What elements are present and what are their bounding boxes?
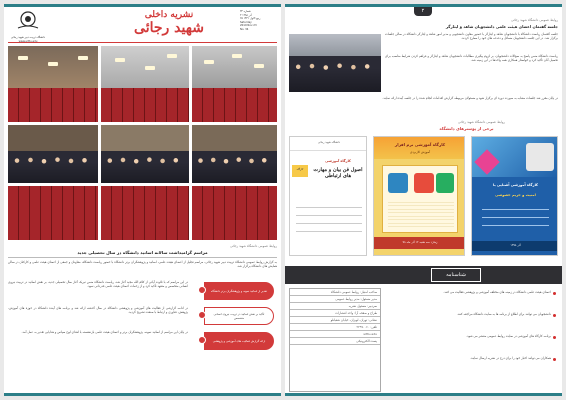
poster-3-footer: آذر ۱۳۹۸ (510, 243, 521, 247)
issue-weekday: Saturday (240, 20, 252, 24)
issue-date-lunar: ۲۵ ربیع الاول ۱۴۴۱ (240, 17, 261, 21)
credits-row-email: پست الکترونیکی (290, 338, 380, 345)
callout-text-1: تقدیر از اساتید نمونه و پژوهشگران برتر دانشگاه (210, 288, 268, 293)
workshop-poster-speech (289, 136, 367, 256)
article-paragraph-2: در این مراسم که با تلاوت آیاتی از کلام الله مجید آغاز شد، ریاست دانشگاه ضمن تبریک آغاز سال تحصیلی جدید، بر نقش اساتید در تربیت نیروی انسانی متخصص و متعهد تأکید کرد و از زحمات اعضای هیئت علمی قدردانی نمود. (8, 280, 188, 289)
credits-row-publisher: صاحب امتیاز: روابط عمومی دانشگاه (290, 289, 380, 296)
credits-row-editor: سردبیر: مسئول نشریه (290, 303, 380, 310)
issue-date-solar: ۳ آذر ۱۳۹۸ (240, 13, 252, 17)
article-kicker: روابط عمومی دانشگاه شهید رجائی (230, 244, 277, 248)
poster-3-subtitle: امنیت و حریم خصوصی (495, 193, 536, 197)
article-headline: مراسم گرامیداشت سالانه اساتید دانشگاه در سال تحصیلی جدید (77, 250, 208, 255)
poster-1-header: دانشگاه شهید رجائی (317, 141, 341, 144)
photo-hall-lights-3 (192, 46, 277, 122)
callout-dot-1 (198, 286, 206, 294)
credits-row-website: srttu.edu (290, 331, 380, 338)
callout-ribbon-2 (204, 307, 274, 325)
poster-2-title: کارگاه آموزشی نرم افزار (394, 142, 446, 147)
top-article-paragraph-1: جلسه گفتمان ریاست دانشگاه با دانشجویان شاهد و ایثارگر با حضور معاون دانشجویی و مدیر امور شاهد و ایثارگر دانشگاه در سالن جلسات برگزار شد. در این جلسه دانشجویان مسائل و دغدغه های خود را مطرح کردند. (385, 32, 558, 41)
article-paragraph-3: در ادامه گزارشی از فعالیت های آموزشی و پژوهشی دانشگاه در سال گذشته ارائه شد و برنامه های آینده دانشگاه در حوزه های آموزش، پژوهش، فناوری و ارتباط با صنعت تشریح گردید. (8, 306, 188, 315)
credits-row-designer: طراح و صفحه آرا: واحد انتشارات (290, 310, 380, 317)
credits-row-address: نشانی: تهران، لویزان، خیابان شعبانلو (290, 317, 380, 324)
university-logo (8, 10, 48, 38)
left-page (4, 4, 281, 396)
photo-seats-2 (101, 186, 189, 240)
photo-audience-3 (192, 125, 277, 183)
issue-number: شماره ۳۴ (240, 10, 251, 13)
callout-ribbon-3 (204, 332, 274, 350)
photo-seats-3 (192, 186, 277, 240)
masthead-title (114, 10, 224, 36)
note-bullet-1 (553, 292, 556, 295)
poster-1-tag: کارگاه (296, 168, 304, 171)
workshops-headline: برخی از پوسترهای دانشگاه (439, 126, 494, 131)
workshop-poster-privacy (471, 136, 558, 256)
top-article-paragraph-2: ریاست دانشگاه ضمن پاسخ به سؤالات دانشجویان، بر لزوم پیگیری مطالبات دانشجویان شاهد و ایثارگر و فراهم کردن شرایط مناسب برای تحصیل آنان تأکید کرد و خواستار همکاری همه واحدها در این زمینه شد. (385, 54, 558, 63)
photo-audience-1 (8, 125, 98, 183)
photo-hall-lights-2 (101, 46, 189, 122)
note-item-1: اعضای هیئت علمی دانشگاه در زمینه های مختلف آموزشی و پژوهشی فعالیت می کنند. (443, 290, 551, 294)
bottom-stripe (285, 393, 562, 396)
credits-row-phone: تلفن: ۲۲۹۷۰۰۶۰ (290, 324, 380, 331)
workshop-poster-software (373, 136, 465, 256)
bottom-stripe (4, 393, 281, 396)
callout-dot-3 (198, 336, 206, 344)
headline-rule (8, 257, 277, 258)
top-article-paragraph-3: در پایان مقرر شد جلسات مشابه به صورت دوره ای برگزار شود و مسئولان مربوطه گزارش اقدامات انجام شده را در جلسه آینده ارائه نمایند. (382, 96, 558, 100)
article-paragraph-4: در پایان این مراسم از اساتید نمونه، پژوهشگران برتر و اعضای هیئت علمی بازنشسته با اهدای لوح سپاس و هدایایی تقدیر به عمل آمد. (21, 330, 188, 334)
logo-caption: دانشگاه تربیت دبیر شهید رجائی (10, 36, 46, 39)
article-paragraph-1: به گزارش روابط عمومی دانشگاه تربیت دبیر شهید رجائی، مراسم تجلیل از اعضای هیئت علمی، اساتید و پژوهشگران برتر دانشگاه با حضور ریاست دانشگاه، معاونان و جمعی از اعضای هیئت علمی و کارکنان در سالن همایش های دانشگاه برگزار شد. (8, 260, 277, 269)
poster-2-footer: زمان: سه شنبه ۱۲ آذر ماه ۹۸ (402, 240, 438, 244)
note-bullet-2 (553, 314, 556, 317)
right-page (285, 4, 562, 396)
issue-meta (240, 10, 278, 32)
note-item-4: همکاران می توانند اخبار خود را برای درج در نشریه ارسال نمایند. (470, 356, 551, 360)
masthead-band (285, 266, 562, 284)
university-emblem-icon (8, 10, 48, 32)
note-item-2: دانشجویان می توانند برای اطلاع از برنامه ها به سایت دانشگاه مراجعه کنند. (456, 312, 551, 316)
photo-group-meeting (289, 34, 381, 92)
issue-number-en: No. 34 (240, 27, 249, 31)
poster-1-subtitle: اصول فن بیان و مهارت های ارتباطی (313, 167, 363, 179)
poster-1-title: کارگاه آموزشی (325, 159, 351, 163)
callout-ribbon-1 (204, 282, 274, 300)
masthead-title-line1: نشریه داخلی (144, 10, 194, 20)
masthead-title-line2: شهید رجائی (134, 20, 204, 36)
issue-date-gregorian: 2019 Nov 23 (240, 24, 257, 28)
credits-box (289, 288, 381, 392)
masthead-divider (8, 42, 277, 43)
callout-text-2: تأکید بر نقش اساتید در تربیت نیروی انسانی متخصص (213, 311, 265, 320)
photo-audience-2 (101, 125, 189, 183)
poster-3-image (526, 143, 554, 171)
callout-dot-2 (198, 311, 206, 319)
photo-hall-lights-1 (8, 46, 98, 122)
page-number-badge: ۲ (414, 7, 432, 16)
workshops-kicker: روابط عمومی دانشگاه شهید رجائی (458, 120, 505, 124)
note-bullet-4 (553, 358, 556, 361)
photo-seats-1 (8, 186, 98, 240)
poster-2-subtitle: آموزش کاربردی (409, 150, 431, 154)
masthead-banner: شناسنامه (431, 268, 481, 282)
top-article-headline: جلسه گفتمان اعضای هیئت علمی دانشجویان شاهد و ایثارگر (445, 24, 558, 29)
top-stripe (4, 4, 281, 7)
poster-3-title: کارگاه آموزشی آشنایی با (492, 183, 539, 187)
note-item-3: برنامه کارگاه های آموزشی در سایت روابط عمومی منتشر می شود. (466, 334, 551, 338)
top-article-kicker: روابط عمومی دانشگاه شهید رجائی (511, 18, 558, 22)
credits-row-director: مدیر مسئول: مدیر روابط عمومی (290, 296, 380, 303)
callout-text-3: ارائه گزارش فعالیت های آموزشی و پژوهشی (212, 338, 266, 343)
note-bullet-3 (553, 336, 556, 339)
